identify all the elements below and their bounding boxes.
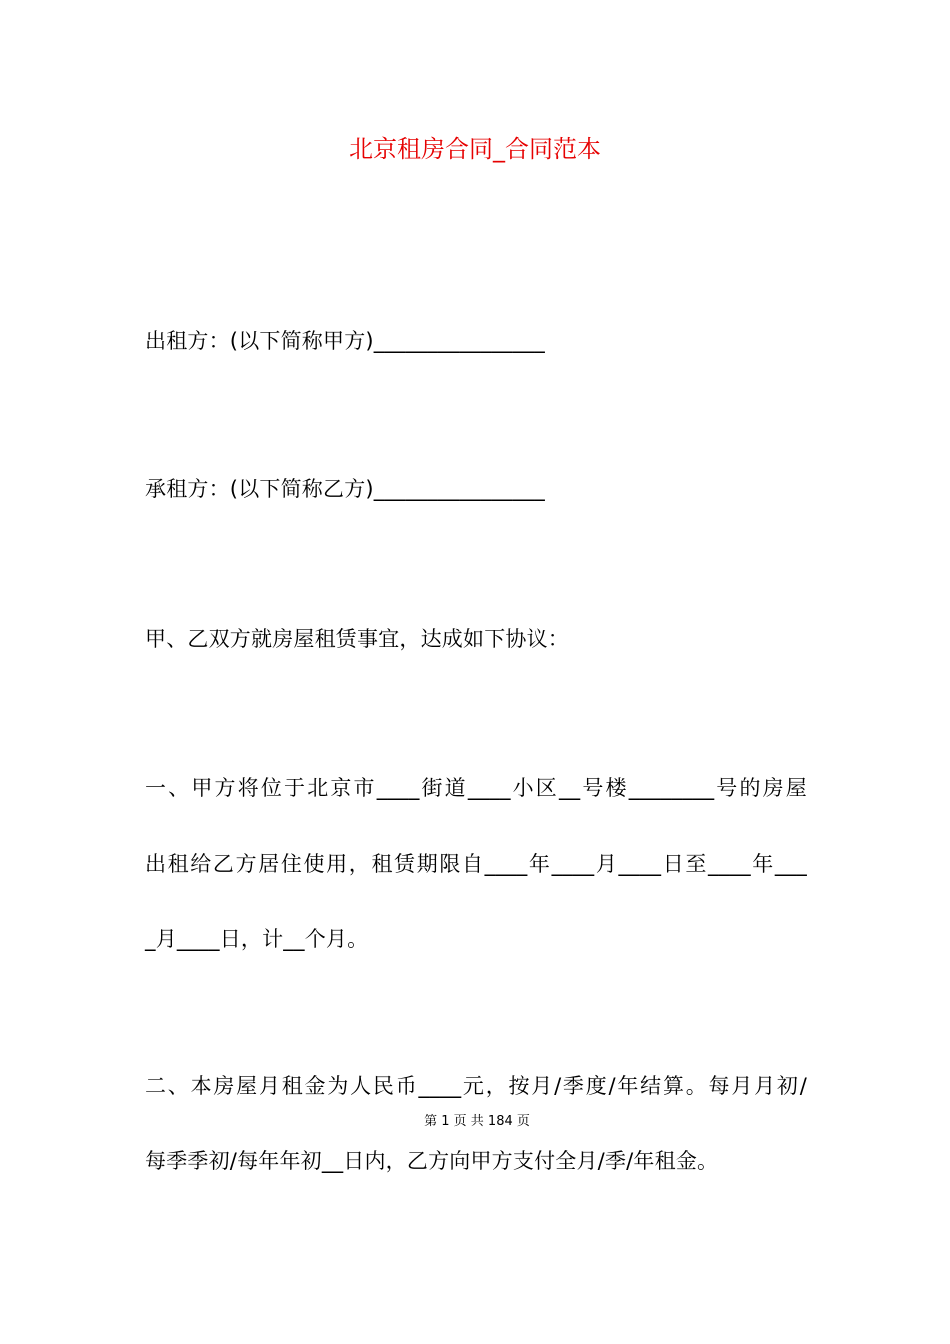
- clause-1-line-1: 一、甲方将位于北京市____街道____小区__号楼________号的房屋: [145, 776, 807, 800]
- page-number-label: 第 1 页 共 184 页: [424, 1114, 530, 1129]
- lessee-line: 承租方：(以下简称乙方)________________: [145, 477, 545, 501]
- document-title: 北京租房合同_合同范本: [349, 135, 601, 163]
- agreement-intro: 甲、乙双方就房屋租赁事宜，达成如下协议：: [145, 627, 569, 651]
- clause-2-line-2: 每季季初/每年年初__日内，乙方向甲方支付全月/季/年租金。: [145, 1149, 719, 1173]
- lessor-line: 出租方：(以下简称甲方)________________: [145, 329, 545, 353]
- clause-2-line-1: 二、本房屋月租金为人民币____元，按月/季度/年结算。每月月初/: [145, 1074, 807, 1098]
- page-number-footer: [0, 1113, 950, 1131]
- clause-1-line-2: 出租给乙方居住使用，租赁期限自____年____月____日至____年___: [145, 852, 807, 876]
- clause-1-line-3: _月____日，计__个月。: [145, 927, 369, 951]
